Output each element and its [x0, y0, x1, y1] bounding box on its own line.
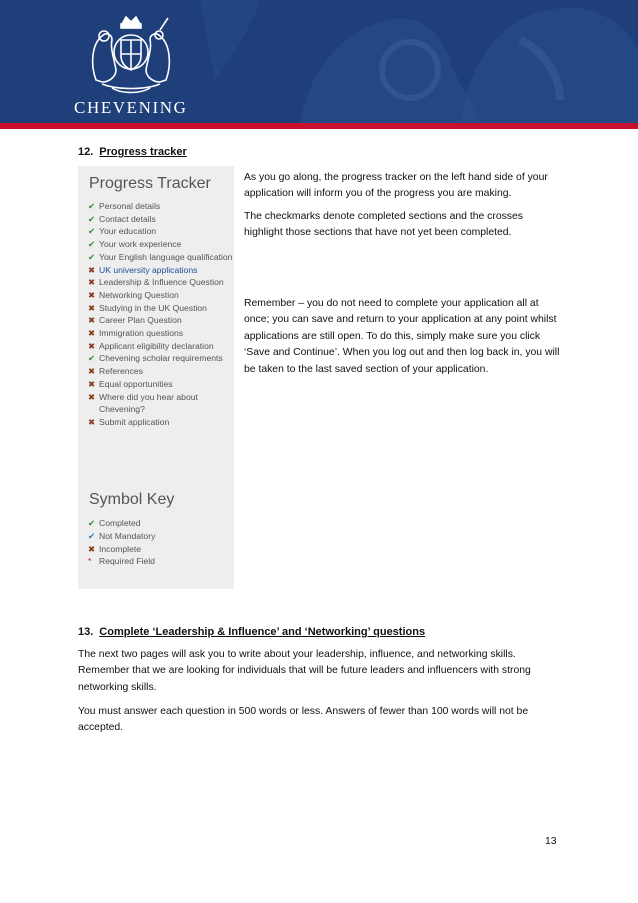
cross-icon: ✖: [88, 264, 96, 275]
section-12-heading: [78, 146, 187, 158]
save-reminder-paragraph: Remember – you do not need to complete your application all at once; you can save and return to your application at any point whilst applications are still open. To do this, simply make sure you click ‘Save and Continue’. When you log out and then log back in, you will be taken to the last saved section of your application.: [244, 298, 560, 375]
key-item: * Required Field: [88, 556, 155, 567]
section-13-number: 13.: [78, 626, 94, 638]
key-item: ✖ Incomplete: [88, 543, 142, 554]
section-13-title: Complete ‘Leadership & Influence’ and ‘Networking’ questions: [99, 626, 426, 638]
tracker-item: ✔ Your English language qualification: [88, 251, 233, 262]
symbol-key-title: Symbol Key: [89, 491, 175, 508]
section-13-intro-paragraph: The next two pages will ask you to write about your leadership, influence, and networking skills. Remember that we are looking for individuals that will be future leaders and influencers with strong networking skills.: [78, 649, 531, 693]
section-13-heading: [78, 626, 425, 638]
section-13-word-limit-paragraph: You must answer each question in 500 words or less. Answers of fewer than 100 words will not be accepted.: [78, 706, 529, 734]
cross-icon: ✖: [88, 416, 96, 427]
cross-icon: ✖: [88, 277, 96, 288]
tracker-item-active: ✖ UK university applications: [88, 264, 198, 275]
tracker-item: ✔ Your education: [88, 226, 157, 237]
tracker-item: ✖ Applicant eligibility declaration: [88, 340, 214, 351]
header-banner: [0, 0, 638, 123]
cross-icon: ✖: [88, 391, 96, 402]
cross-icon: ✖: [88, 543, 96, 554]
key-item: ✔ Completed: [88, 518, 141, 528]
check-icon: ✔: [88, 353, 96, 364]
cross-icon: ✖: [88, 302, 96, 313]
tracker-item: ✖ Leadership & Influence Question: [88, 277, 224, 288]
check-icon: ✔: [88, 518, 96, 528]
tracker-item: ✖ Immigration questions: [88, 328, 184, 339]
tracker-item: ✖ Where did you hear about Chevening?: [88, 391, 198, 415]
tracker-item: ✔ Chevening scholar requirements: [88, 353, 223, 364]
tracker-explanation-paragraph: As you go along, the progress tracker on the left hand side of your application will inform you of the progress you are making.: [244, 172, 548, 200]
check-icon: ✔: [88, 201, 96, 211]
brand-wordmark: CHEVENING: [74, 98, 188, 117]
tracker-item: ✖ References: [88, 366, 143, 377]
section-12-number: 12.: [78, 146, 94, 158]
cross-icon: ✖: [88, 328, 96, 339]
check-icon: ✔: [88, 239, 96, 250]
header-red-stripe: [0, 123, 638, 129]
cross-icon: ✖: [88, 315, 96, 326]
check-icon: ✔: [88, 213, 96, 224]
tracker-item: ✖ Studying in the UK Question: [88, 302, 207, 313]
progress-tracker-title: Progress Tracker: [89, 175, 211, 192]
cross-icon: ✖: [88, 289, 96, 300]
symbol-key-list: [88, 517, 234, 568]
cross-icon: ✖: [88, 366, 96, 377]
check-icon: ✔: [88, 251, 96, 262]
tracker-item: ✖ Networking Question: [88, 289, 179, 300]
progress-tracker-list: [88, 200, 234, 429]
tracker-item: ✖ Career Plan Question: [88, 315, 182, 326]
royal-coat-of-arms-logo: [72, 14, 190, 96]
section-12-title: Progress tracker: [99, 146, 187, 158]
page-number: 13: [545, 836, 557, 847]
cross-icon: ✖: [88, 378, 96, 389]
check-icon: ✔: [88, 530, 96, 541]
cross-icon: ✖: [88, 340, 96, 351]
tracker-item: ✔ Your work experience: [88, 239, 182, 250]
key-item: ✔ Not Mandatory: [88, 530, 156, 541]
check-icon: ✔: [88, 226, 96, 237]
tracker-item: ✔ Personal details: [88, 201, 161, 211]
progress-tracker-panel: [78, 166, 234, 589]
tracker-item: ✔ Contact details: [88, 213, 156, 224]
asterisk-icon: *: [88, 556, 92, 567]
checkmarks-explanation-paragraph: The checkmarks denote completed sections and the crosses highlight those sections that have not yet been completed.: [244, 211, 523, 239]
tracker-item: ✖ Equal opportunities: [88, 378, 173, 389]
tracker-item: ✖ Submit application: [88, 416, 170, 427]
